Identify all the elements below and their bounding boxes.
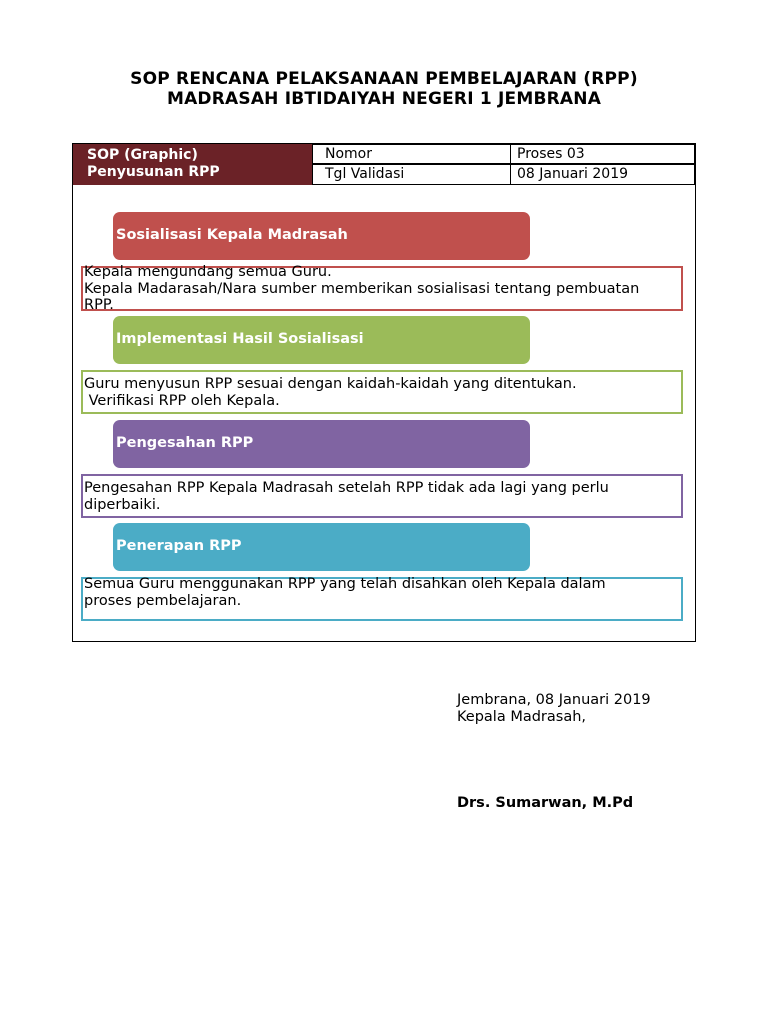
sop-header-label — [73, 144, 312, 185]
sop-header-line2: Penyusunan RPP — [87, 164, 220, 180]
step-sosialisasi — [113, 212, 530, 260]
tgl-validasi-label: Tgl Validasi — [312, 164, 511, 185]
tgl-validasi-value: 08 Januari 2019 — [510, 164, 695, 185]
step-implementasi-description — [81, 370, 683, 414]
description-line: proses pembelajaran. — [84, 593, 242, 609]
description-line: Kepala Madarasah/Nara sumber memberikan sosialisasi tentang pembuatan — [84, 280, 640, 297]
step-penerapan — [113, 523, 530, 571]
description-line: RPP. — [84, 297, 114, 313]
nomor-value: Proses 03 — [510, 144, 695, 164]
step-pengesahan-description — [81, 474, 683, 518]
step-pengesahan — [113, 420, 530, 468]
nomor-label: Nomor — [312, 144, 511, 164]
description-line: Semua Guru menggunakan RPP yang telah disahkan oleh Kepala dalam — [84, 576, 606, 592]
step-title: Penerapan RPP — [116, 538, 242, 554]
description-line: Pengesahan RPP Kepala Madrasah setelah RPP tidak ada lagi yang perlu — [84, 480, 609, 496]
step-penerapan-description — [81, 577, 683, 621]
signature-position: Kepala Madrasah, — [457, 709, 587, 725]
step-title: Implementasi Hasil Sosialisasi — [116, 331, 364, 347]
description-line: diperbaiki. — [84, 497, 161, 513]
signature-name: Drs. Sumarwan, M.Pd — [457, 795, 634, 811]
document-title-line2: MADRASAH IBTIDAIYAH NEGERI 1 JEMBRANA — [166, 89, 602, 109]
step-sosialisasi-description — [81, 266, 683, 311]
description-line: Verifikasi RPP oleh Kepala. — [84, 393, 280, 409]
signature-place-date: Jembrana, 08 Januari 2019 — [457, 692, 651, 708]
description-line: Guru menyusun RPP sesuai dengan kaidah-kaidah yang ditentukan. — [84, 376, 577, 392]
step-title: Pengesahan RPP — [116, 435, 254, 451]
sop-header-line1: SOP (Graphic) — [87, 147, 198, 163]
document-title-line1: SOP RENCANA PELAKSANAAN PEMBELAJARAN (RPP) — [130, 69, 638, 89]
step-implementasi — [113, 316, 530, 364]
step-title: Sosialisasi Kepala Madrasah — [116, 227, 348, 243]
description-line: Kepala mengundang semua Guru. — [84, 264, 332, 280]
